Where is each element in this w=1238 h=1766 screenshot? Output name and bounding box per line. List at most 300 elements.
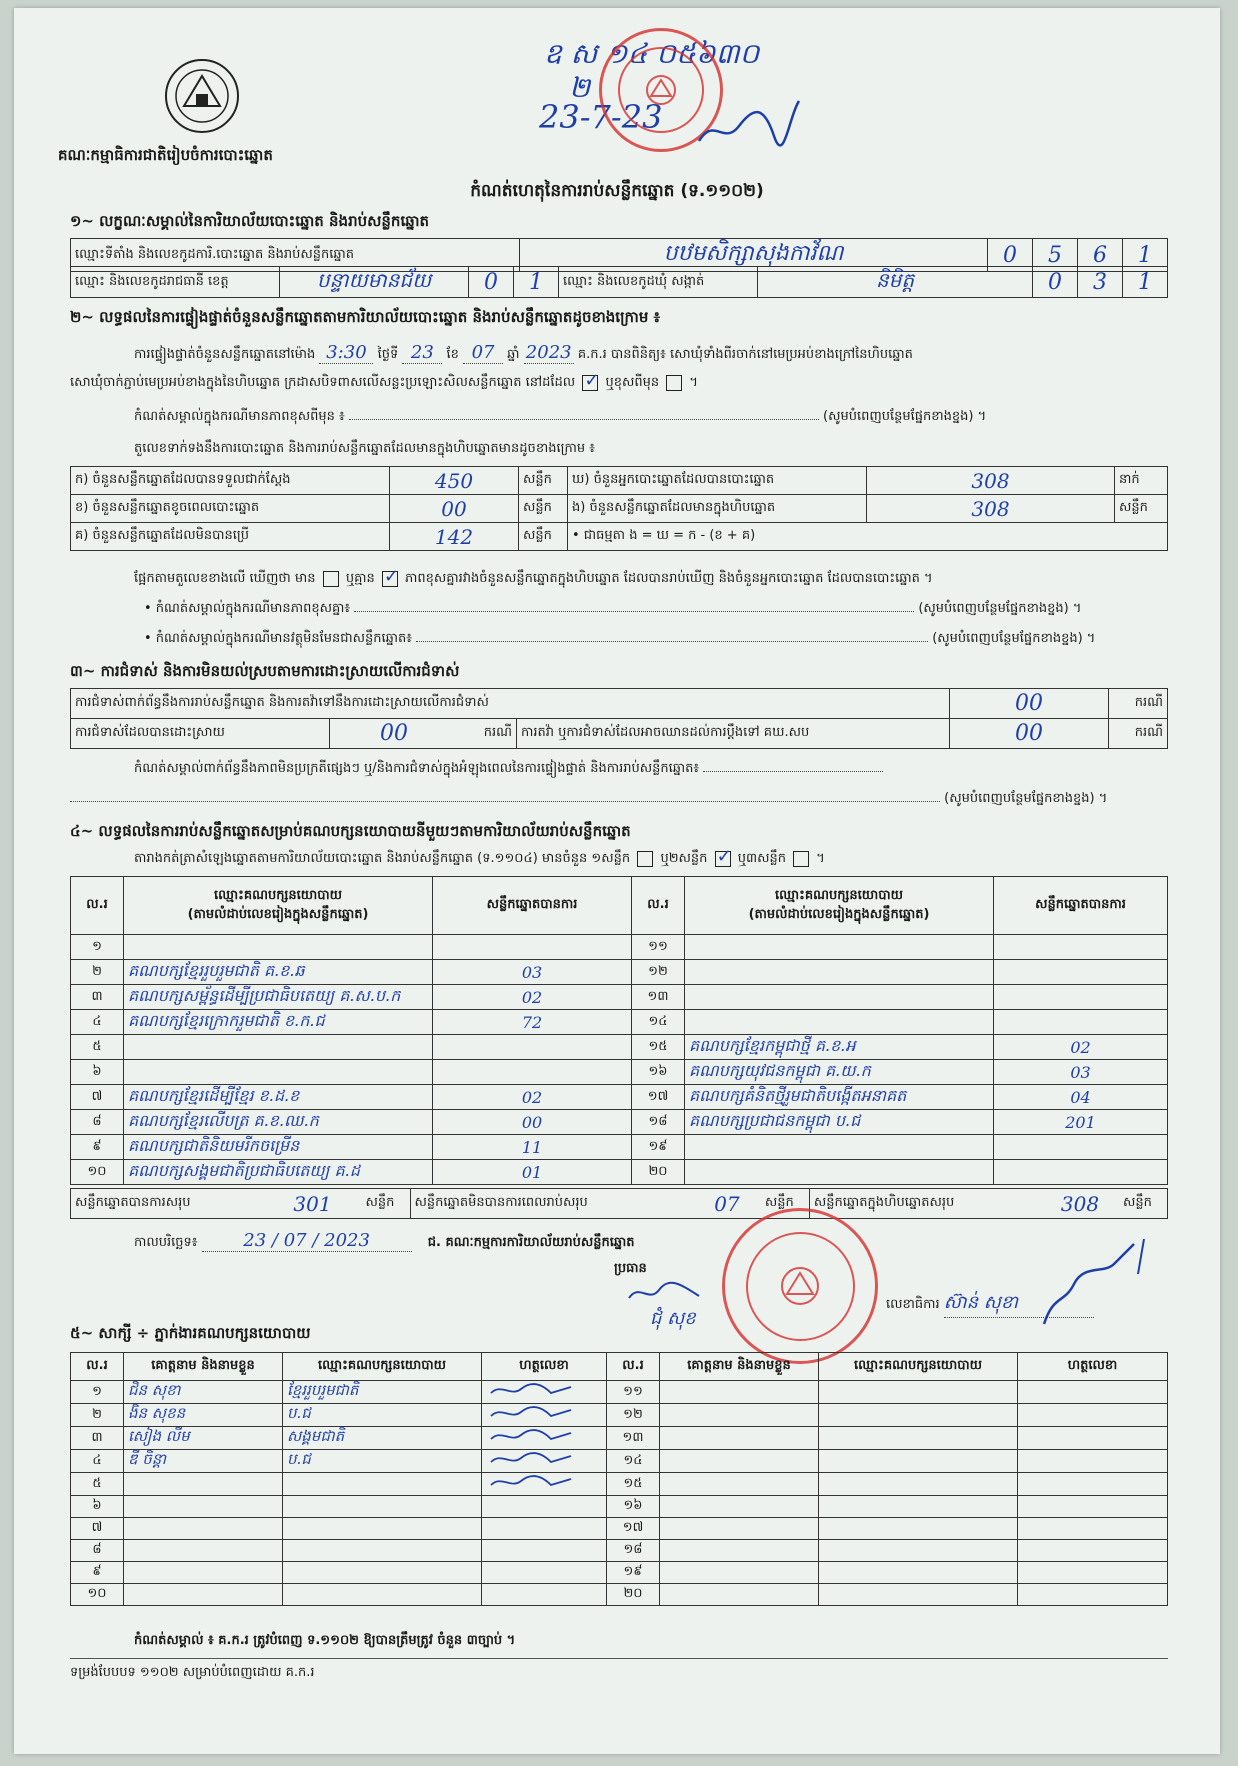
witness-party: សង្គមជាតិ — [283, 1427, 482, 1450]
witness-signature — [482, 1450, 607, 1473]
total-box-value: 308 — [1041, 1189, 1119, 1219]
commune-code-digit: 3 — [1078, 267, 1123, 298]
witness-signature — [482, 1404, 607, 1427]
figure-unit: សន្លឹក — [519, 523, 568, 551]
party-number: ៧ — [71, 1085, 124, 1110]
difference-no-checkbox[interactable] — [382, 571, 398, 587]
party-votes: 04 — [994, 1085, 1168, 1110]
secretary-label: លេខាធិការ — [886, 1297, 940, 1312]
witness-name — [124, 1562, 283, 1584]
party-number: ៣ — [71, 985, 124, 1010]
chair-signature — [624, 1278, 704, 1308]
witness-party: ប.ជ — [283, 1450, 482, 1473]
figures-table — [70, 466, 1168, 551]
party-name: គណបក្សប្រជាជនកម្ពុជា ប.ជ — [685, 1110, 994, 1135]
month-label: ខែ — [446, 347, 459, 362]
station-code-digit: 6 — [1078, 239, 1123, 272]
col-no: ល.រ — [71, 877, 124, 935]
witness-number: ១៧ — [607, 1518, 660, 1540]
witness-table — [70, 1352, 1168, 1606]
party-votes: 72 — [433, 1010, 632, 1035]
witness-party — [819, 1540, 1018, 1562]
result-row — [71, 1160, 1168, 1185]
chair-name: ជុំ សុខ — [650, 1308, 696, 1329]
result-row — [71, 1010, 1168, 1035]
witness-party — [819, 1381, 1018, 1404]
sheet-count-label: តារាងកត់ត្រាសំឡេងឆ្នោតតាមការិយាល័យបោះឆ្នោត និងរាប់សន្លឹកឆ្នោត (ទ.១១០៤) មានចំនួន ១សន្លឹក — [134, 851, 631, 866]
party-name — [124, 935, 433, 960]
party-votes: 01 — [433, 1160, 632, 1185]
bullet1-line — [144, 600, 1174, 619]
party-votes — [994, 1010, 1168, 1035]
difference-note-line — [134, 408, 1174, 427]
signature-top — [694, 96, 804, 156]
resolved-label: ការជំទាស់ដែលបានដោះស្រាយ — [71, 719, 330, 749]
party-name: គណបក្សខ្មែរក្រោករួមជាតិ ខ.ក.ជ — [124, 1010, 433, 1035]
witness-row — [71, 1584, 1168, 1606]
witness-number: ៧ — [71, 1518, 124, 1540]
day-label: ថ្ងៃទី — [377, 347, 399, 362]
witness-party — [819, 1450, 1018, 1473]
witness-signature — [482, 1496, 607, 1518]
col-no: ល.រ — [607, 1353, 660, 1381]
results-table — [70, 876, 1168, 1185]
witness-signature — [1018, 1562, 1168, 1584]
witness-signature-scribble — [486, 1473, 576, 1491]
figures-row — [71, 495, 1168, 523]
witness-row — [71, 1562, 1168, 1584]
party-name — [685, 960, 994, 985]
province-label: ឈ្មោះ និងលេខកូដរាជធានី ខេត្ត — [71, 267, 280, 298]
verification-year: 2023 — [524, 342, 574, 364]
party-number: ១៧ — [632, 1085, 685, 1110]
witness-name — [660, 1473, 819, 1496]
year-label: ឆ្នាំ — [507, 347, 520, 362]
total-invalid-value: 07 — [693, 1189, 761, 1219]
result-row — [71, 1085, 1168, 1110]
footer-divider — [70, 1658, 1168, 1659]
party-name: គណបក្សគំនិតថ្មីរួមជាតិបង្កើតអនាគត — [685, 1085, 994, 1110]
col-party-label: ឈ្មោះគណបក្សនយោបាយ — [214, 887, 342, 903]
objection-value: 00 — [950, 689, 1109, 719]
witness-number: ១៥ — [607, 1473, 660, 1496]
party-number: ១០ — [71, 1160, 124, 1185]
witness-signature — [482, 1381, 607, 1404]
witness-number: ២ — [71, 1404, 124, 1427]
witness-signature-scribble — [486, 1450, 576, 1468]
result-row — [71, 960, 1168, 985]
witness-signature — [1018, 1473, 1168, 1496]
witness-number: ៦ — [71, 1496, 124, 1518]
irregularity-note-label: កំណត់សម្គាល់ពាក់ព័ន្ធនឹងភាពមិនប្រក្រតីផ្សេងៗ ឬ/និងការជំទាស់ក្នុងអំឡុងពេលនៃការផ្ទៀងផ្ទាត់ និងការរាប់សន្លឹកឆ្នោត៖ — [134, 761, 700, 776]
section5-title: ៥~ សាក្សី ÷ ភ្នាក់ងារគណបក្សនយោបាយ — [70, 1324, 311, 1342]
bullet2-field[interactable] — [416, 641, 928, 642]
witness-name — [660, 1450, 819, 1473]
chair-label: ប្រធាន — [614, 1261, 647, 1276]
figure-label: ឃ) ចំនួនអ្នកបោះឆ្នោតដែលបានបោះឆ្នោត — [568, 467, 867, 495]
witness-name: ជិន សុខា — [124, 1381, 283, 1404]
bullet2-line — [144, 630, 1174, 649]
col-party-sub: (តាមលំដាប់លេខរៀងក្នុងសន្លឹកឆ្នោត) — [748, 906, 930, 922]
party-name: គណបក្សសង្គមជាតិប្រជាធិបតេយ្យ គ.ដ — [124, 1160, 433, 1185]
party-name — [124, 1035, 433, 1060]
commune-value: និមិត្ត — [758, 267, 1033, 298]
difference-check-intro: ផ្អែកតាមតួលេខខាងលើ ឃើញថា មាន — [134, 571, 316, 586]
witness-number: ១០ — [71, 1584, 124, 1606]
witness-number: ១២ — [607, 1404, 660, 1427]
party-number: ១៥ — [632, 1035, 685, 1060]
witness-name — [660, 1518, 819, 1540]
party-votes: 00 — [433, 1110, 632, 1135]
result-row — [71, 1135, 1168, 1160]
party-votes: 02 — [433, 985, 632, 1010]
witness-party — [819, 1518, 1018, 1540]
party-name — [685, 1135, 994, 1160]
verification-seal-text: សោឃុំចាក់ភ្ជាប់មេប្រអប់ខាងក្នុងនៃហិបឆ្នោត ក្រដាសបិទពាសលើសន្លះប្រឡោះសិលសន្លឹកឆ្នោត នៅដដែល — [70, 375, 576, 390]
witness-signature — [1018, 1518, 1168, 1540]
resolved-unit: ករណី — [458, 719, 517, 749]
party-name: គណបក្សខ្មែរដើម្បីខ្មែរ ខ.ដ.ខ — [124, 1085, 433, 1110]
location-table — [70, 266, 1168, 298]
bullet1-hint: (សូមបំពេញបន្ថែមផ្នែកខាងខ្នង) ។ — [918, 601, 1082, 616]
party-number: ១២ — [632, 960, 685, 985]
witness-row — [71, 1518, 1168, 1540]
party-number: ១៦ — [632, 1060, 685, 1085]
verification-day: 23 — [402, 342, 442, 364]
difference-note-hint: (សូមបំពេញបន្ថែមផ្នែកខាងខ្នង) ។ — [823, 409, 987, 424]
party-number: ៥ — [71, 1035, 124, 1060]
col-no: ល.រ — [71, 1353, 124, 1381]
figure-unit: សន្លឹក — [1115, 495, 1168, 523]
party-number: ១៣ — [632, 985, 685, 1010]
witness-row — [71, 1450, 1168, 1473]
party-name: គណបក្សខ្មែរកម្ពុជាថ្មី គ.ខ.អ — [685, 1035, 994, 1060]
document-page — [14, 8, 1220, 1754]
party-votes — [433, 1060, 632, 1085]
witness-number: ១៣ — [607, 1427, 660, 1450]
total-valid-value: 301 — [264, 1189, 362, 1219]
secretary-name: ស៊ាន់ សុខា — [944, 1290, 1094, 1318]
party-votes: 03 — [994, 1060, 1168, 1085]
figure-label: ខ) ចំនួនសន្លឹកឆ្នោតខូចពេលបោះឆ្នោត — [71, 495, 390, 523]
witness-signature — [482, 1427, 607, 1450]
station-code-digit: 0 — [988, 239, 1033, 272]
party-number: ១៨ — [632, 1110, 685, 1135]
party-name — [685, 935, 994, 960]
total-box-label: សន្លឹកឆ្នោតក្នុងហិបឆ្នោតសរុប — [809, 1189, 1041, 1219]
irregularity-note-field[interactable] — [703, 771, 883, 772]
verification-line1 — [134, 342, 1174, 365]
party-number: ១៤ — [632, 1010, 685, 1035]
witness-number: ១៨ — [607, 1540, 660, 1562]
col-sign: ហត្ថលេខា — [482, 1353, 607, 1381]
witness-number: ១៦ — [607, 1496, 660, 1518]
total-valid-unit: សន្លឹក — [362, 1189, 411, 1219]
col-party — [685, 877, 994, 935]
figure-unit: នាក់ — [1115, 467, 1168, 495]
witness-party — [819, 1562, 1018, 1584]
witness-row — [71, 1473, 1168, 1496]
objection-table — [70, 688, 1168, 749]
col-party-label: ឈ្មោះគណបក្សនយោបាយ — [775, 887, 903, 903]
witness-name — [660, 1584, 819, 1606]
figure-unit: សន្លឹក — [519, 467, 568, 495]
witness-party: ប.ជ — [283, 1404, 482, 1427]
party-votes — [433, 1035, 632, 1060]
secretary-signature — [1014, 1234, 1164, 1334]
witness-signature — [482, 1518, 607, 1540]
committee-label: ជ. គណៈកម្មការការិយាល័យរាប់សន្លឹកឆ្នោត — [427, 1235, 635, 1250]
sheet3-label: ឬ៣សន្លឹក — [737, 851, 786, 866]
org-name: គណៈកម្មាធិការជាតិរៀបចំការបោះឆ្នោត — [58, 146, 273, 164]
figure-label: ង) ចំនួនសន្លឹកឆ្នោតដែលមានក្នុងហិបឆ្នោត — [568, 495, 867, 523]
party-name — [685, 1010, 994, 1035]
party-number: ៩ — [71, 1135, 124, 1160]
date-label: កាលបរិច្ឆេទ៖ — [134, 1235, 198, 1250]
witness-name — [660, 1404, 819, 1427]
party-name — [685, 985, 994, 1010]
witness-number: ១៤ — [607, 1450, 660, 1473]
party-name: គណបក្សខ្មែររួបរួមជាតិ គ.ខ.ឆ — [124, 960, 433, 985]
witness-signature — [1018, 1404, 1168, 1427]
witness-signature — [482, 1562, 607, 1584]
figure-label: គ) ចំនួនសន្លឹកឆ្នោតដែលមិនបានប្រើ — [71, 523, 390, 551]
witness-number: ៣ — [71, 1427, 124, 1450]
station-code-digit: 5 — [1033, 239, 1078, 272]
verification-month: 07 — [463, 342, 503, 364]
witness-row — [71, 1496, 1168, 1518]
party-number: ១៩ — [632, 1135, 685, 1160]
col-party: ឈ្មោះគណបក្សនយោបាយ — [283, 1353, 482, 1381]
party-number: ២ — [71, 960, 124, 985]
col-party-sub: (តាមលំដាប់លេខរៀងក្នុងសន្លឹកឆ្នោត) — [187, 906, 369, 922]
province-code-digit: 1 — [514, 267, 559, 298]
party-number: ២០ — [632, 1160, 685, 1185]
witness-name — [660, 1427, 819, 1450]
section1-title: ១~ លក្ខណៈសម្គាល់នៃការិយាល័យបោះឆ្នោត និងរាប់សន្លឹកឆ្នោត — [70, 212, 430, 230]
figure-value: 308 — [867, 495, 1115, 523]
province-code-digit: 0 — [469, 267, 514, 298]
difference-yes-checkbox[interactable] — [323, 571, 339, 587]
irregularity-note-line2 — [70, 790, 1174, 809]
party-name — [124, 1060, 433, 1085]
handwritten-ref: ឧ ស ១៤ ០៥៦៣០ — [544, 37, 760, 70]
witness-name — [660, 1496, 819, 1518]
party-votes — [994, 1135, 1168, 1160]
station-value: បឋមសិក្សាសុងកាវ័ណ — [520, 239, 988, 272]
party-votes — [994, 1160, 1168, 1185]
total-box-unit: សន្លឹក — [1119, 1189, 1168, 1219]
appeal-unit: ករណី — [1109, 719, 1168, 749]
witness-number: ៩ — [71, 1562, 124, 1584]
total-invalid-label: សន្លឹកឆ្នោតមិនបានការពេលរាប់សរុប — [410, 1189, 693, 1219]
total-invalid-unit: សន្លឹក — [761, 1189, 810, 1219]
party-votes — [994, 985, 1168, 1010]
witness-signature-scribble — [486, 1381, 576, 1399]
result-row — [71, 985, 1168, 1010]
opt-wrong-label: ឬខុសពីមុន — [605, 375, 660, 390]
resolved-value: 00 — [330, 719, 459, 749]
party-number: ៤ — [71, 1010, 124, 1035]
footnote: កំណត់សម្គាល់ ៖ គ.ក.រ ត្រូវបំពេញ ទ.១១០២ ឱ្យបានត្រឹមត្រូវ ចំនួន ៣ច្បាប់ ។ — [134, 1633, 516, 1648]
totals-table — [70, 1188, 1168, 1219]
appeal-label: ការតវ៉ា ឬការជំទាស់ដែលអាចឈានដល់ការប្តឹងទៅ គឃ.សប — [517, 719, 950, 749]
witness-party — [283, 1496, 482, 1518]
party-votes: 02 — [994, 1035, 1168, 1060]
sheet1-checkbox[interactable] — [637, 851, 653, 867]
witness-party — [283, 1518, 482, 1540]
bullet1-label: • កំណត់សម្គាល់ក្នុងករណីមានភាពខុសគ្នា៖ — [144, 601, 351, 616]
section4-title: ៤~ លទ្ធផលនៃការរាប់សន្លឹកឆ្នោតសម្រាប់គណបក្សនយោបាយនីមួយៗតាមការិយាល័យរាប់សន្លឹកឆ្នោត — [70, 822, 631, 840]
form-title: កំណត់ហេតុនៃការរាប់សន្លឹកឆ្នោត (ទ.១១០២) — [470, 181, 764, 201]
figures-row — [71, 523, 1168, 551]
figure-value: 00 — [390, 495, 519, 523]
irregularity-note-field-2[interactable] — [70, 801, 940, 802]
col-party — [124, 877, 433, 935]
bullet2-hint: (សូមបំពេញបន្ថែមផ្នែកខាងខ្នង) ។ — [932, 631, 1096, 646]
witness-signature — [482, 1540, 607, 1562]
party-name: គណបក្សសម្ព័ន្ធដើម្បីប្រជាធិបតេយ្យ គ.ស.ប.ក — [124, 985, 433, 1010]
date-value: 23 / 07 / 2023 — [202, 1230, 412, 1252]
result-row — [71, 1110, 1168, 1135]
difference-note-field[interactable] — [349, 419, 819, 420]
unchanged-checkbox[interactable] — [582, 375, 598, 391]
figure-value: 450 — [390, 467, 519, 495]
result-row — [71, 1060, 1168, 1085]
witness-signature — [1018, 1496, 1168, 1518]
party-name: គណបក្សជាតិនិយមរីកចម្រើន — [124, 1135, 433, 1160]
party-votes — [994, 935, 1168, 960]
commune-code-digit: 1 — [1123, 267, 1168, 298]
verification-tail: គ.ក.រ បានពិនិត្យ៖ សោឃុំទាំងពីរចាក់នៅមេប្រអប់ខាងក្រៅនៃហិបឆ្នោត — [577, 347, 913, 362]
handwritten-sheet: ២ — [569, 71, 591, 104]
witness-signature — [1018, 1427, 1168, 1450]
col-votes: សន្លឹកឆ្នោតបានការ — [433, 877, 632, 935]
party-votes — [433, 935, 632, 960]
figure-value: 142 — [390, 523, 519, 551]
bullet1-field[interactable] — [354, 611, 914, 612]
witness-name — [124, 1540, 283, 1562]
figures-row — [71, 467, 1168, 495]
handwritten-date: 23-7-23 — [539, 98, 663, 136]
witness-number: ១១ — [607, 1381, 660, 1404]
result-row — [71, 935, 1168, 960]
party-votes: 02 — [433, 1085, 632, 1110]
party-name: គណបក្សយុវជនកម្ពុជា គ.យ.ក — [685, 1060, 994, 1085]
station-code-digit: 1 — [1123, 239, 1168, 272]
sheet3-checkbox[interactable] — [793, 851, 809, 867]
date-line — [134, 1230, 634, 1253]
witness-name: ងិន សុខន — [124, 1404, 283, 1427]
nec-emblem-icon — [162, 56, 242, 136]
sheet2-label: ឬ២សន្លឹក — [660, 851, 708, 866]
witness-row — [71, 1427, 1168, 1450]
station-label: ឈ្មោះទីតាំង និងលេខកូដការិ.បោះឆ្នោត និងរាប់សន្លឹកឆ្នោត — [71, 239, 520, 272]
witness-row — [71, 1404, 1168, 1427]
verification-time: 3:30 — [319, 342, 373, 364]
witness-signature — [1018, 1584, 1168, 1606]
objection-label: ការជំទាស់ពាក់ព័ន្ធនឹងការរាប់សន្លឹកឆ្នោត និងការតវ៉ាទៅនឹងការដោះស្រាយលើការជំទាស់ — [71, 689, 950, 719]
witness-name — [660, 1540, 819, 1562]
stamp-emblem-icon — [775, 1261, 825, 1311]
party-number: ៨ — [71, 1110, 124, 1135]
changed-checkbox[interactable] — [666, 375, 682, 391]
party-name: គណបក្សខ្មែរលើបត្រ គ.ខ.ឈ.ក — [124, 1110, 433, 1135]
witness-number: ២០ — [607, 1584, 660, 1606]
witness-party — [283, 1562, 482, 1584]
witness-party — [819, 1496, 1018, 1518]
witness-number: ៨ — [71, 1540, 124, 1562]
verification-intro: ការផ្ទៀងផ្ទាត់ចំនួនសន្លឹកឆ្នោតនៅម៉ោង — [134, 347, 316, 362]
witness-name — [124, 1473, 283, 1496]
party-votes: 03 — [433, 960, 632, 985]
section3-title: ៣~ ការជំទាស់ និងការមិនយល់ស្របតាមការដោះស្រាយលើការជំទាស់ — [70, 662, 460, 680]
difference-none-label: ឬគ្មាន — [345, 571, 375, 586]
col-name: គោត្តនាម និងនាមខ្លួន — [660, 1353, 819, 1381]
province-value: បន្ទាយមានជ័យ — [280, 267, 469, 298]
verification-line2: សោឃុំចាក់ភ្ជាប់មេប្រអប់ខាងក្នុងនៃហិបឆ្នោត ក្រដាសបិទពាសលើសន្លះប្រឡោះសិលសន្លឹកឆ្នោត នៅដដែល ✓ ឬខុសពីមុន ។ — [70, 374, 698, 393]
witness-number: ៥ — [71, 1473, 124, 1496]
stamp-emblem-icon — [641, 70, 681, 110]
witness-number: ១ — [71, 1381, 124, 1404]
irregularity-note — [134, 760, 1174, 779]
witness-party: ខ្មែររួបរួមជាតិ — [283, 1381, 482, 1404]
witness-signature-scribble — [486, 1404, 576, 1422]
result-row — [71, 1035, 1168, 1060]
witness-party — [819, 1427, 1018, 1450]
witness-party — [283, 1473, 482, 1496]
witness-signature — [482, 1584, 607, 1606]
party-votes: 201 — [994, 1110, 1168, 1135]
witness-name — [660, 1381, 819, 1404]
witness-signature — [1018, 1450, 1168, 1473]
commune-code-digit: 0 — [1033, 267, 1078, 298]
witness-row — [71, 1540, 1168, 1562]
witness-row — [71, 1381, 1168, 1404]
witness-party — [283, 1540, 482, 1562]
witness-signature — [1018, 1381, 1168, 1404]
witness-party — [819, 1404, 1018, 1427]
section2-title: ២~ លទ្ធផលនៃការផ្ទៀងផ្ទាត់ចំនួនសន្លឹកឆ្នោតតាមការិយាល័យបោះឆ្នោត និងរាប់សន្លឹកឆ្នោតដូចខាងក្រោម ៖ — [70, 308, 661, 326]
figure-value: 308 — [867, 467, 1115, 495]
witness-number: ៤ — [71, 1450, 124, 1473]
party-number: ៦ — [71, 1060, 124, 1085]
sheet2-checkbox[interactable] — [715, 851, 731, 867]
witness-party — [819, 1473, 1018, 1496]
witness-party — [283, 1584, 482, 1606]
figure-unit: សន្លឹក — [519, 495, 568, 523]
party-number: ១១ — [632, 935, 685, 960]
commune-label: ឈ្មោះ និងលេខកូដឃុំ សង្កាត់ — [559, 267, 758, 298]
col-name: គោត្តនាម និងនាមខ្លួន — [124, 1353, 283, 1381]
irregularity-note-hint: (សូមបំពេញបន្ថែមផ្នែកខាងខ្នង) ។ — [944, 791, 1108, 806]
figure-label: ក) ចំនួនសន្លឹកឆ្នោតដែលបានទទួលជាក់ស្តែង — [71, 467, 390, 495]
difference-check-tail: ភាពខុសគ្នារវាងចំនួនសន្លឹកឆ្នោតក្នុងហិបឆ្នោត ដែលបានរាប់ឃើញ និងចំនួនអ្នកបោះឆ្នោត ដែលបានបោះឆ្នោត ។ — [405, 571, 933, 586]
bullet2-label: • កំណត់សម្គាល់ក្នុងករណីមានវត្ថុមិនមែនជាសន្លឹកឆ្នោត៖ — [144, 631, 412, 646]
witness-name: ឌី ចិន្តា — [124, 1450, 283, 1473]
sheet-count-line: តារាងកត់ត្រាសំឡេងឆ្នោតតាមការិយាល័យបោះឆ្នោត និងរាប់សន្លឹកឆ្នោត (ទ.១១០៤) មានចំនួន ១សន្លឹក ឬ២សន្លឹក ✓ ឬ៣សន្លឹក ។ — [134, 850, 825, 869]
party-votes — [994, 960, 1168, 985]
formula-note: • ជាធម្មតា ង = ឃ = ក - (ខ + គ) — [568, 523, 1168, 551]
appeal-value: 00 — [950, 719, 1109, 749]
official-stamp-bottom — [722, 1208, 878, 1364]
difference-check-line — [134, 570, 933, 589]
witness-name — [124, 1496, 283, 1518]
witness-signature — [1018, 1540, 1168, 1562]
witness-name — [124, 1518, 283, 1540]
col-votes: សន្លឹកឆ្នោតបានការ — [994, 877, 1168, 935]
witness-signature-scribble — [486, 1427, 576, 1445]
